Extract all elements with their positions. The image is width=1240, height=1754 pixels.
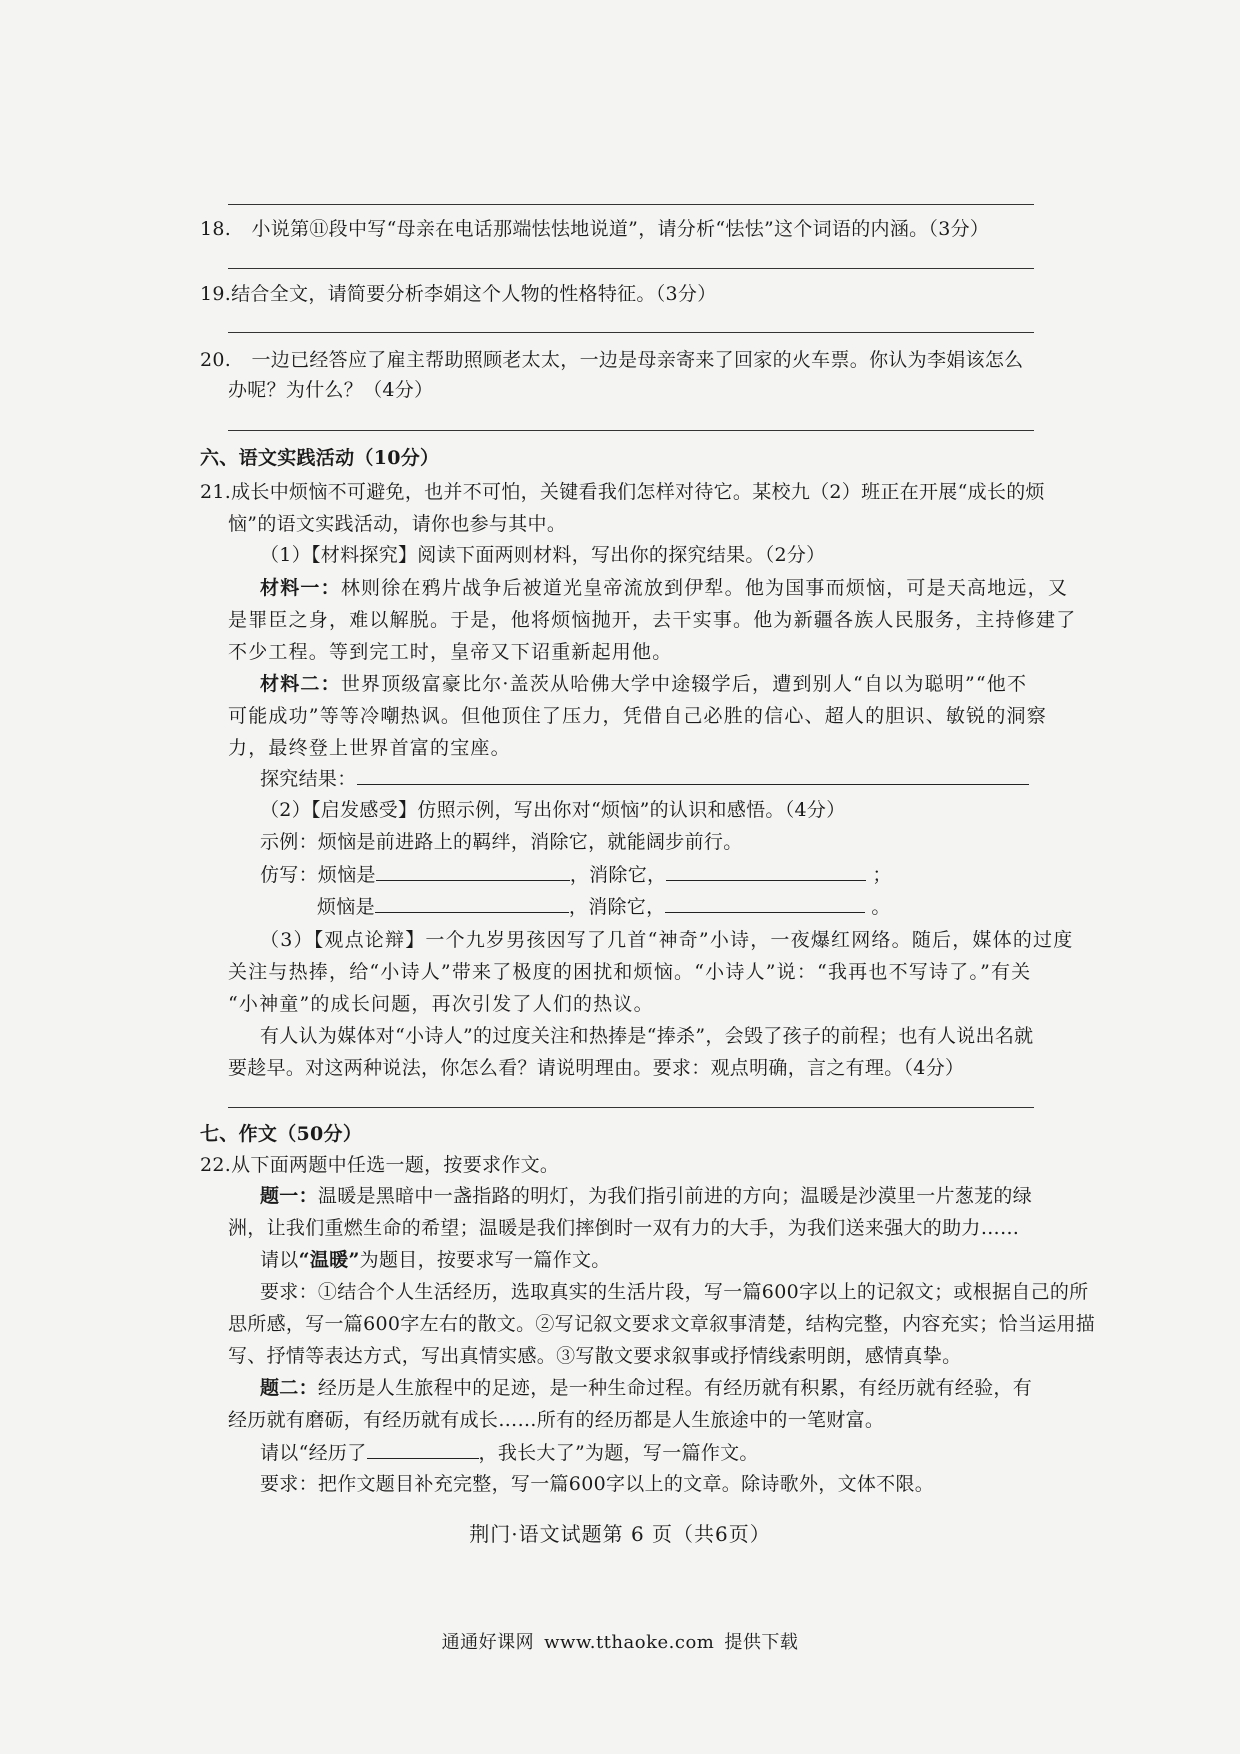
topic-2-line-2: 经历就有磨砺，有经历就有成长……所有的经历都是人生旅途中的一笔财富。 [228,1409,885,1431]
material-2-label: 材料二： [260,673,341,695]
material-2-line-1 [260,672,1027,696]
topic-1-text: 温暖是黑暗中一盏指路的明灯，为我们指引前进的方向；温暖是沙漠里一片葱茏的绿 [317,1185,1033,1207]
material-2-line-2: 可能成功”等等冷嘲热讽。但他顶住了压力，凭借自己必胜的信心、超人的胆识、敏锐的洞察 [228,705,1047,727]
imitate-1-end: ； [872,864,892,886]
answer-line-q17 [228,204,1034,205]
part-3-label: （3）【观点论辩】 [260,929,426,951]
question-18-text: 小说第⑪段中写“母亲在电话那端怯怯地说道”，请分析“怯怯”这个词语的内涵。（3分） [251,218,990,240]
part-2-title: （2）【启发感受】仿照示例，写出你对“烦恼”的认识和感悟。（4分） [260,799,846,821]
part-3-line-5: 要趁早。对这两种说法，你怎么看？请说明理由。要求：观点明确，言之有理。（4分） [228,1057,965,1079]
result-row [260,766,1029,791]
topic-2-text: 经历是人生旅程中的足迹，是一种生命过程。有经历就有积累，有经历就有经验，有 [317,1377,1033,1399]
topic-1-req-line-2: 思所感，写一篇600字左右的散文。②写记叙文要求文章叙事清楚，结构完整，内容充实；恰当运用描 [228,1313,1096,1335]
imitate-2-blank-a[interactable] [375,894,569,913]
imitate-2-end: 。 [871,896,891,918]
part-3-line-2: 关注与热捧，给“小诗人”带来了极度的困扰和烦恼。“小诗人”说：“我再也不写诗了。”有关 [228,961,1032,983]
question-18-number: 18. [200,218,232,240]
topic-1-title-word: “温暖” [298,1249,360,1271]
question-22-intro: 22.从下面两题中任选一题，按要求作文。 [200,1154,560,1176]
answer-line-q18 [228,268,1034,269]
material-2-text: 世界顶级富豪比尔·盖茨从哈佛大学中途辍学后，遭到别人“自以为聪明”“他不 [340,673,1028,695]
answer-line-q21 [228,1107,1034,1108]
topic-2-title-post: ，我长大了”为题，写一篇作文。 [478,1442,759,1464]
topic-1-label: 题一： [260,1185,318,1207]
topic-1-req-line-1: 要求：①结合个人生活经历，选取真实的生活片段，写一篇600字以上的记叙文；或根据自己的所 [260,1281,1089,1303]
topic-1-title-instruction [260,1248,611,1272]
result-label: 探究结果： [260,768,357,790]
imitate-1-blank-a[interactable] [376,862,570,881]
imitate-2-middle: ，消除它， [568,896,666,918]
question-20-line-2: 办呢？为什么？（4分） [228,379,434,401]
topic-1-line-1 [260,1184,1032,1208]
material-1-line-1 [260,576,1068,600]
question-21-line-1: 21.成长中烦恼不可避免，也并不可怕，关键看我们怎样对待它。某校九（2）班正在开展“成长的烦 [200,481,1045,503]
topic-2-req: 要求：把作文题目补充完整，写一篇600字以上的文章。除诗歌外，文体不限。 [260,1473,935,1495]
question-20-number: 20. [200,349,232,371]
topic-2-line-1 [260,1376,1032,1400]
page-footer: 荆门·语文试题第 6 页（共6页） [469,1522,771,1546]
result-answer-blank[interactable] [357,766,1029,785]
question-19: 19.结合全文，请简要分析李娟这个人物的性格特征。（3分） [200,283,717,305]
question-21-line-2: 恼”的语文实践活动，请你也参与其中。 [228,513,567,535]
answer-line-q19 [228,332,1034,333]
part-3-line-1 [260,928,1073,952]
download-credit [0,1628,1240,1654]
part-3-text: 一个九岁男孩因写了几首“神奇”小诗，一夜爆红网络。随后，媒体的过度 [425,929,1074,951]
material-1-label: 材料一： [260,577,341,599]
question-20-text: 一边已经答应了雇主帮助照顾老太太，一边是母亲寄来了回家的火车票。你认为李娟该怎么 [251,349,1024,371]
imitate-row-1 [260,862,892,887]
topic-2-title-blank[interactable] [367,1440,479,1459]
imitate-2-blank-b[interactable] [665,894,865,913]
section-6-title: 六、语文实践活动（10分） [200,447,440,469]
topic-2-title-pre: 请以“经历了 [260,1442,367,1464]
credit-url[interactable]: www.tthaoke.com [544,1632,715,1653]
material-1-line-3: 不少工程。等到完工时，皇帝又下诏重新起用他。 [228,641,673,663]
part-3-line-3: “小神童”的成长问题，再次引发了人们的热议。 [228,993,654,1015]
imitate-2-prefix: 烦恼是 [317,896,375,918]
material-1-line-2: 是罪臣之身，难以解脱。于是，他将烦恼抛开，去干实事。他为新疆各族人民服务，主持修建了 [228,609,1077,631]
question-18 [200,217,989,241]
imitate-1-blank-b[interactable] [666,862,866,881]
imitate-label: 仿写： [260,864,318,886]
imitate-1-prefix: 烦恼是 [317,864,376,886]
imitate-1-middle: ，消除它， [569,864,667,886]
answer-line-q20 [228,430,1034,431]
part-3-line-4: 有人认为媒体对“小诗人”的过度关注和热捧是“捧杀”，会毁了孩子的前程；也有人说出名就 [260,1025,1034,1047]
topic-1-line-2: 洲，让我们重燃生命的希望；温暖是我们摔倒时一双有力的大手，为我们送来强大的助力…… [228,1217,1020,1239]
topic-1-req-line-3: 写、抒情等表达方式，写出真情实感。③写散文要求叙事或抒情线索明朗，感情真挚。 [228,1345,962,1367]
credit-tail: 提供下载 [724,1632,799,1653]
material-1-text: 林则徐在鸦片战争后被道光皇帝流放到伊犁。他为国事而烦恼，可是天高地远，又 [340,577,1069,599]
question-20-line-1 [200,348,1023,372]
imitate-row-2 [317,894,891,919]
topic-2-label: 题二： [260,1377,318,1399]
credit-site-name: 通通好课网 [441,1632,535,1653]
part-1-title: （1）【材料探究】阅读下面两则材料，写出你的探究结果。（2分） [260,544,826,566]
topic-2-title-instruction [260,1440,759,1465]
material-2-line-3: 力，最终登上世界首富的宝座。 [228,737,511,759]
example-sentence: 示例：烦恼是前进路上的羁绊，消除它，就能阔步前行。 [260,831,743,853]
section-7-title: 七、作文（50分） [200,1123,363,1145]
topic-1-title-pre: 请以 [260,1249,299,1271]
topic-1-title-post: 为题目，按要求写一篇作文。 [359,1249,611,1271]
